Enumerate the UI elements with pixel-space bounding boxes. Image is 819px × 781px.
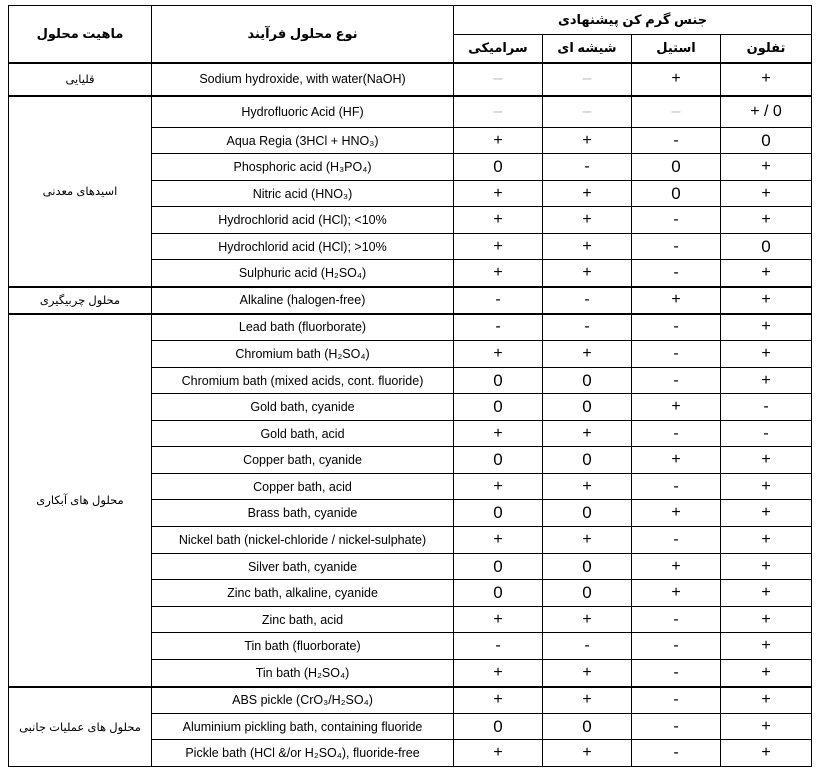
teflon-rating-cell: +: [721, 500, 812, 527]
steel-rating-cell: -: [632, 207, 721, 234]
steel-rating-cell: -: [632, 368, 721, 394]
process-cell: Hydrochlorid acid (HCl); <10%: [152, 207, 454, 234]
glass-rating-cell: -: [543, 314, 632, 341]
teflon-rating-cell: +: [721, 368, 812, 394]
glass-rating-cell: +: [543, 687, 632, 714]
ceramic-rating-cell: +: [454, 687, 543, 714]
ceramic-rating-cell: –: [454, 63, 543, 96]
table-row: [9, 96, 812, 128]
teflon-rating-cell: +: [721, 287, 812, 314]
glass-rating-cell: +: [543, 740, 632, 767]
teflon-rating-cell: +: [721, 260, 812, 287]
process-cell: ABS pickle (CrO₃/H₂SO₄): [152, 687, 454, 714]
steel-rating-cell: -: [632, 633, 721, 660]
process-cell: Zinc bath, acid: [152, 607, 454, 633]
glass-rating-cell: 0: [543, 368, 632, 394]
ceramic-rating-cell: +: [454, 207, 543, 234]
ceramic-rating-cell: 0: [454, 447, 543, 474]
steel-rating-cell: -: [632, 527, 721, 554]
glass-rating-cell: –: [543, 96, 632, 128]
steel-rating-cell: -: [632, 314, 721, 341]
steel-rating-cell: -: [632, 660, 721, 687]
steel-rating-cell: -: [632, 714, 721, 740]
teflon-rating-cell: 0: [721, 234, 812, 260]
glass-rating-cell: -: [543, 287, 632, 314]
header-glass: شیشه ای: [543, 35, 632, 63]
steel-rating-cell: +: [632, 500, 721, 527]
glass-rating-cell: –: [543, 63, 632, 96]
teflon-rating-cell: +: [721, 580, 812, 607]
ceramic-rating-cell: +: [454, 740, 543, 767]
teflon-rating-cell: +: [721, 633, 812, 660]
teflon-rating-cell: +: [721, 181, 812, 207]
teflon-rating-cell: -: [721, 394, 812, 421]
glass-rating-cell: +: [543, 181, 632, 207]
header-teflon: تفلون: [721, 35, 812, 63]
steel-rating-cell: 0: [632, 154, 721, 181]
header-process: نوع محلول فرآیند: [152, 6, 454, 63]
header-category: ماهیت محلول: [9, 6, 152, 63]
glass-rating-cell: +: [543, 128, 632, 154]
glass-rating-cell: -: [543, 154, 632, 181]
steel-rating-cell: -: [632, 474, 721, 500]
process-cell: Aqua Regia (3HCl + HNO₃): [152, 128, 454, 154]
ceramic-rating-cell: -: [454, 314, 543, 341]
glass-rating-cell: +: [543, 527, 632, 554]
teflon-rating-cell: +: [721, 687, 812, 714]
glass-rating-cell: 0: [543, 394, 632, 421]
process-cell: Aluminium pickling bath, containing fluoride: [152, 714, 454, 740]
steel-rating-cell: +: [632, 63, 721, 96]
process-cell: Copper bath, cyanide: [152, 447, 454, 474]
glass-rating-cell: 0: [543, 447, 632, 474]
ceramic-rating-cell: -: [454, 287, 543, 314]
teflon-rating-cell: +: [721, 660, 812, 687]
ceramic-rating-cell: +: [454, 421, 543, 447]
teflon-rating-cell: +: [721, 207, 812, 234]
teflon-rating-cell: +: [721, 714, 812, 740]
table-row: [9, 63, 812, 96]
ceramic-rating-cell: 0: [454, 500, 543, 527]
teflon-rating-cell: +: [721, 474, 812, 500]
process-cell: Sodium hydroxide, with water(NaOH): [152, 63, 454, 96]
steel-rating-cell: +: [632, 394, 721, 421]
category-cell: محلول های آبکاری: [9, 314, 152, 687]
steel-rating-cell: -: [632, 740, 721, 767]
teflon-rating-cell: +: [721, 341, 812, 368]
ceramic-rating-cell: +: [454, 474, 543, 500]
steel-rating-cell: -: [632, 260, 721, 287]
category-cell: محلول چربیگیری: [9, 287, 152, 314]
ceramic-rating-cell: 0: [454, 554, 543, 580]
steel-rating-cell: -: [632, 128, 721, 154]
category-cell: محلول های عملیات جانبی: [9, 687, 152, 767]
process-cell: Gold bath, cyanide: [152, 394, 454, 421]
ceramic-rating-cell: 0: [454, 154, 543, 181]
process-cell: Sulphuric acid (H₂SO₄): [152, 260, 454, 287]
process-cell: Silver bath, cyanide: [152, 554, 454, 580]
steel-rating-cell: 0: [632, 181, 721, 207]
glass-rating-cell: +: [543, 234, 632, 260]
header-ceramic: سرامیکی: [454, 35, 543, 63]
teflon-rating-cell: + / 0: [721, 96, 812, 128]
process-cell: Gold bath, acid: [152, 421, 454, 447]
header-recommended: جنس گرم کن پیشنهادی: [454, 6, 812, 35]
table-row: [9, 314, 812, 341]
steel-rating-cell: +: [632, 447, 721, 474]
glass-rating-cell: -: [543, 633, 632, 660]
steel-rating-cell: +: [632, 554, 721, 580]
header-steel: استیل: [632, 35, 721, 63]
ceramic-rating-cell: 0: [454, 368, 543, 394]
ceramic-rating-cell: +: [454, 260, 543, 287]
process-cell: Nitric acid (HNO₃): [152, 181, 454, 207]
glass-rating-cell: +: [543, 341, 632, 368]
category-cell: اسیدهای معدنی: [9, 96, 152, 287]
glass-rating-cell: +: [543, 474, 632, 500]
teflon-rating-cell: +: [721, 607, 812, 633]
steel-rating-cell: +: [632, 580, 721, 607]
ceramic-rating-cell: +: [454, 341, 543, 368]
table-row: [9, 687, 812, 714]
glass-rating-cell: 0: [543, 714, 632, 740]
process-cell: Zinc bath, alkaline, cyanide: [152, 580, 454, 607]
compatibility-table: [8, 5, 812, 767]
steel-rating-cell: -: [632, 687, 721, 714]
glass-rating-cell: 0: [543, 554, 632, 580]
steel-rating-cell: +: [632, 287, 721, 314]
process-cell: Copper bath, acid: [152, 474, 454, 500]
process-cell: Pickle bath (HCl &/or H₂SO₄), fluoride-free: [152, 740, 454, 767]
glass-rating-cell: +: [543, 660, 632, 687]
ceramic-rating-cell: +: [454, 181, 543, 207]
steel-rating-cell: -: [632, 421, 721, 447]
process-cell: Tin bath (H₂SO₄): [152, 660, 454, 687]
steel-rating-cell: -: [632, 341, 721, 368]
glass-rating-cell: +: [543, 421, 632, 447]
table-body: [9, 63, 812, 767]
ceramic-rating-cell: 0: [454, 714, 543, 740]
teflon-rating-cell: +: [721, 154, 812, 181]
process-cell: Hydrochlorid acid (HCl); >10%: [152, 234, 454, 260]
steel-rating-cell: -: [632, 607, 721, 633]
glass-rating-cell: +: [543, 207, 632, 234]
process-cell: Tin bath (fluorborate): [152, 633, 454, 660]
process-cell: Nickel bath (nickel-chloride / nickel-sulphate): [152, 527, 454, 554]
process-cell: Chromium bath (H₂SO₄): [152, 341, 454, 368]
process-cell: Hydrofluoric Acid (HF): [152, 96, 454, 128]
teflon-rating-cell: -: [721, 421, 812, 447]
ceramic-rating-cell: +: [454, 607, 543, 633]
process-cell: Phosphoric acid (H₃PO₄): [152, 154, 454, 181]
steel-rating-cell: –: [632, 96, 721, 128]
process-cell: Chromium bath (mixed acids, cont. fluoride): [152, 368, 454, 394]
steel-rating-cell: -: [632, 234, 721, 260]
glass-rating-cell: +: [543, 607, 632, 633]
process-cell: Brass bath, cyanide: [152, 500, 454, 527]
table-row: [9, 287, 812, 314]
teflon-rating-cell: +: [721, 447, 812, 474]
ceramic-rating-cell: +: [454, 660, 543, 687]
ceramic-rating-cell: 0: [454, 580, 543, 607]
glass-rating-cell: 0: [543, 500, 632, 527]
teflon-rating-cell: +: [721, 527, 812, 554]
ceramic-rating-cell: +: [454, 234, 543, 260]
ceramic-rating-cell: +: [454, 527, 543, 554]
glass-rating-cell: +: [543, 260, 632, 287]
teflon-rating-cell: +: [721, 554, 812, 580]
teflon-rating-cell: 0: [721, 128, 812, 154]
teflon-rating-cell: +: [721, 314, 812, 341]
ceramic-rating-cell: 0: [454, 394, 543, 421]
teflon-rating-cell: +: [721, 63, 812, 96]
process-cell: Lead bath (fluorborate): [152, 314, 454, 341]
ceramic-rating-cell: –: [454, 96, 543, 128]
category-cell: قلیایی: [9, 63, 152, 96]
teflon-rating-cell: +: [721, 740, 812, 767]
glass-rating-cell: 0: [543, 580, 632, 607]
ceramic-rating-cell: -: [454, 633, 543, 660]
ceramic-rating-cell: +: [454, 128, 543, 154]
process-cell: Alkaline (halogen-free): [152, 287, 454, 314]
